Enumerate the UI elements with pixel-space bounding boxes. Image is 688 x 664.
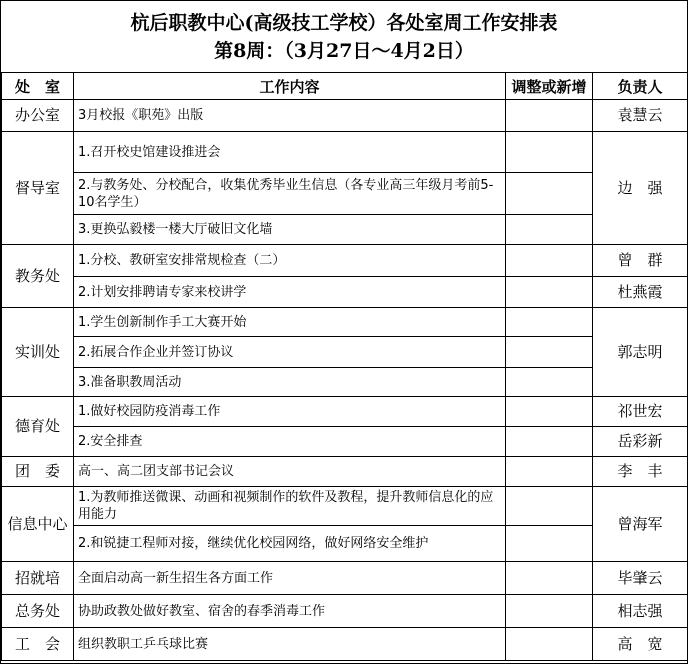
task-cell: 高一、高二团支部书记会议 xyxy=(74,457,506,487)
table-row xyxy=(2,457,688,487)
adjust-cell xyxy=(506,337,593,368)
task-cell: 2.与教务处、分校配合，收集优秀毕业生信息（各专业高三年级月考前5-10名学生） xyxy=(74,173,506,215)
table-row xyxy=(2,595,688,628)
schedule-table xyxy=(1,72,688,661)
adjust-cell xyxy=(506,427,593,457)
owner-cell: 袁慧云 xyxy=(593,100,688,132)
dept-cell: 信息中心 xyxy=(2,487,74,562)
dept-cell: 总务处 xyxy=(2,595,74,628)
adjust-cell xyxy=(506,277,593,308)
dept-cell: 工 会 xyxy=(2,628,74,661)
task-cell: 协助政教处做好教室、宿舍的春季消毒工作 xyxy=(74,595,506,628)
task-cell: 1.学生创新制作手工大赛开始 xyxy=(74,308,506,337)
table-row xyxy=(2,100,688,132)
dept-cell: 教务处 xyxy=(2,245,74,308)
table-row xyxy=(2,562,688,595)
table-row xyxy=(2,427,688,457)
sheet-title: 杭后职教中心(高级技工学校）各处室周工作安排表 xyxy=(130,12,558,34)
task-cell: 全面启动高一新生招生各方面工作 xyxy=(74,562,506,595)
adjust-cell xyxy=(506,397,593,427)
owner-cell: 毕肇云 xyxy=(593,562,688,595)
title-block xyxy=(1,1,687,72)
task-cell: 1.做好校园防疫消毒工作 xyxy=(74,397,506,427)
adjust-cell xyxy=(506,368,593,397)
owner-cell: 杜燕霞 xyxy=(593,277,688,308)
task-cell: 3月校报《职苑》出版 xyxy=(74,100,506,132)
owner-cell: 边 强 xyxy=(593,132,688,245)
owner-cell: 曾 群 xyxy=(593,245,688,277)
dept-cell: 实训处 xyxy=(2,308,74,397)
task-cell: 1.分校、教研室安排常规检查（二） xyxy=(74,245,506,277)
adjust-cell xyxy=(506,487,593,526)
table-row xyxy=(2,308,688,337)
adjust-cell xyxy=(506,308,593,337)
table-row xyxy=(2,277,688,308)
owner-cell: 郭志明 xyxy=(593,308,688,397)
adjust-cell xyxy=(506,562,593,595)
owner-cell: 高 宽 xyxy=(593,628,688,661)
task-cell: 3.更换弘毅楼一楼大厅破旧文化墙 xyxy=(74,215,506,245)
table-row xyxy=(2,245,688,277)
table-row xyxy=(2,368,688,397)
header-owner: 负责人 xyxy=(593,73,688,100)
owner-cell: 李 丰 xyxy=(593,457,688,487)
table-row xyxy=(2,173,688,215)
table-row xyxy=(2,628,688,661)
adjust-cell xyxy=(506,628,593,661)
table-row xyxy=(2,337,688,368)
adjust-cell xyxy=(506,595,593,628)
owner-cell: 岳彩新 xyxy=(593,427,688,457)
owner-cell: 曾海军 xyxy=(593,487,688,562)
adjust-cell xyxy=(506,457,593,487)
owner-cell: 祁世宏 xyxy=(593,397,688,427)
task-cell: 2.和锐捷工程师对接，继续优化校园网络，做好网络安全维护 xyxy=(74,526,506,562)
adjust-cell xyxy=(506,245,593,277)
adjust-cell xyxy=(506,132,593,173)
sheet-week: 第8周：（3月27日～4月2日） xyxy=(214,40,474,62)
header-adjust: 调整或新增 xyxy=(506,73,593,100)
header-row xyxy=(2,73,688,100)
dept-cell: 招就培 xyxy=(2,562,74,595)
owner-cell: 相志强 xyxy=(593,595,688,628)
dept-cell: 督导室 xyxy=(2,132,74,245)
task-cell: 1.召开校史馆建设推进会 xyxy=(74,132,506,173)
dept-cell: 办公室 xyxy=(2,100,74,132)
table-row xyxy=(2,215,688,245)
dept-cell: 德育处 xyxy=(2,397,74,457)
task-cell: 3.准备职教周活动 xyxy=(74,368,506,397)
task-cell: 2.拓展合作企业并签订协议 xyxy=(74,337,506,368)
table-row xyxy=(2,487,688,526)
adjust-cell xyxy=(506,526,593,562)
table-row xyxy=(2,526,688,562)
table-row xyxy=(2,132,688,173)
dept-cell: 团 委 xyxy=(2,457,74,487)
adjust-cell xyxy=(506,215,593,245)
task-cell: 组织教职工乒乓球比赛 xyxy=(74,628,506,661)
header-content: 工作内容 xyxy=(74,73,506,100)
task-cell: 2.计划安排聘请专家来校讲学 xyxy=(74,277,506,308)
task-cell: 2.安全排查 xyxy=(74,427,506,457)
adjust-cell xyxy=(506,173,593,215)
table-row xyxy=(2,397,688,427)
header-dept: 处 室 xyxy=(2,73,74,100)
task-cell: 1.为教师推送微课、动画和视频制作的软件及教程，提升教师信息化的应用能力 xyxy=(74,487,506,526)
adjust-cell xyxy=(506,100,593,132)
